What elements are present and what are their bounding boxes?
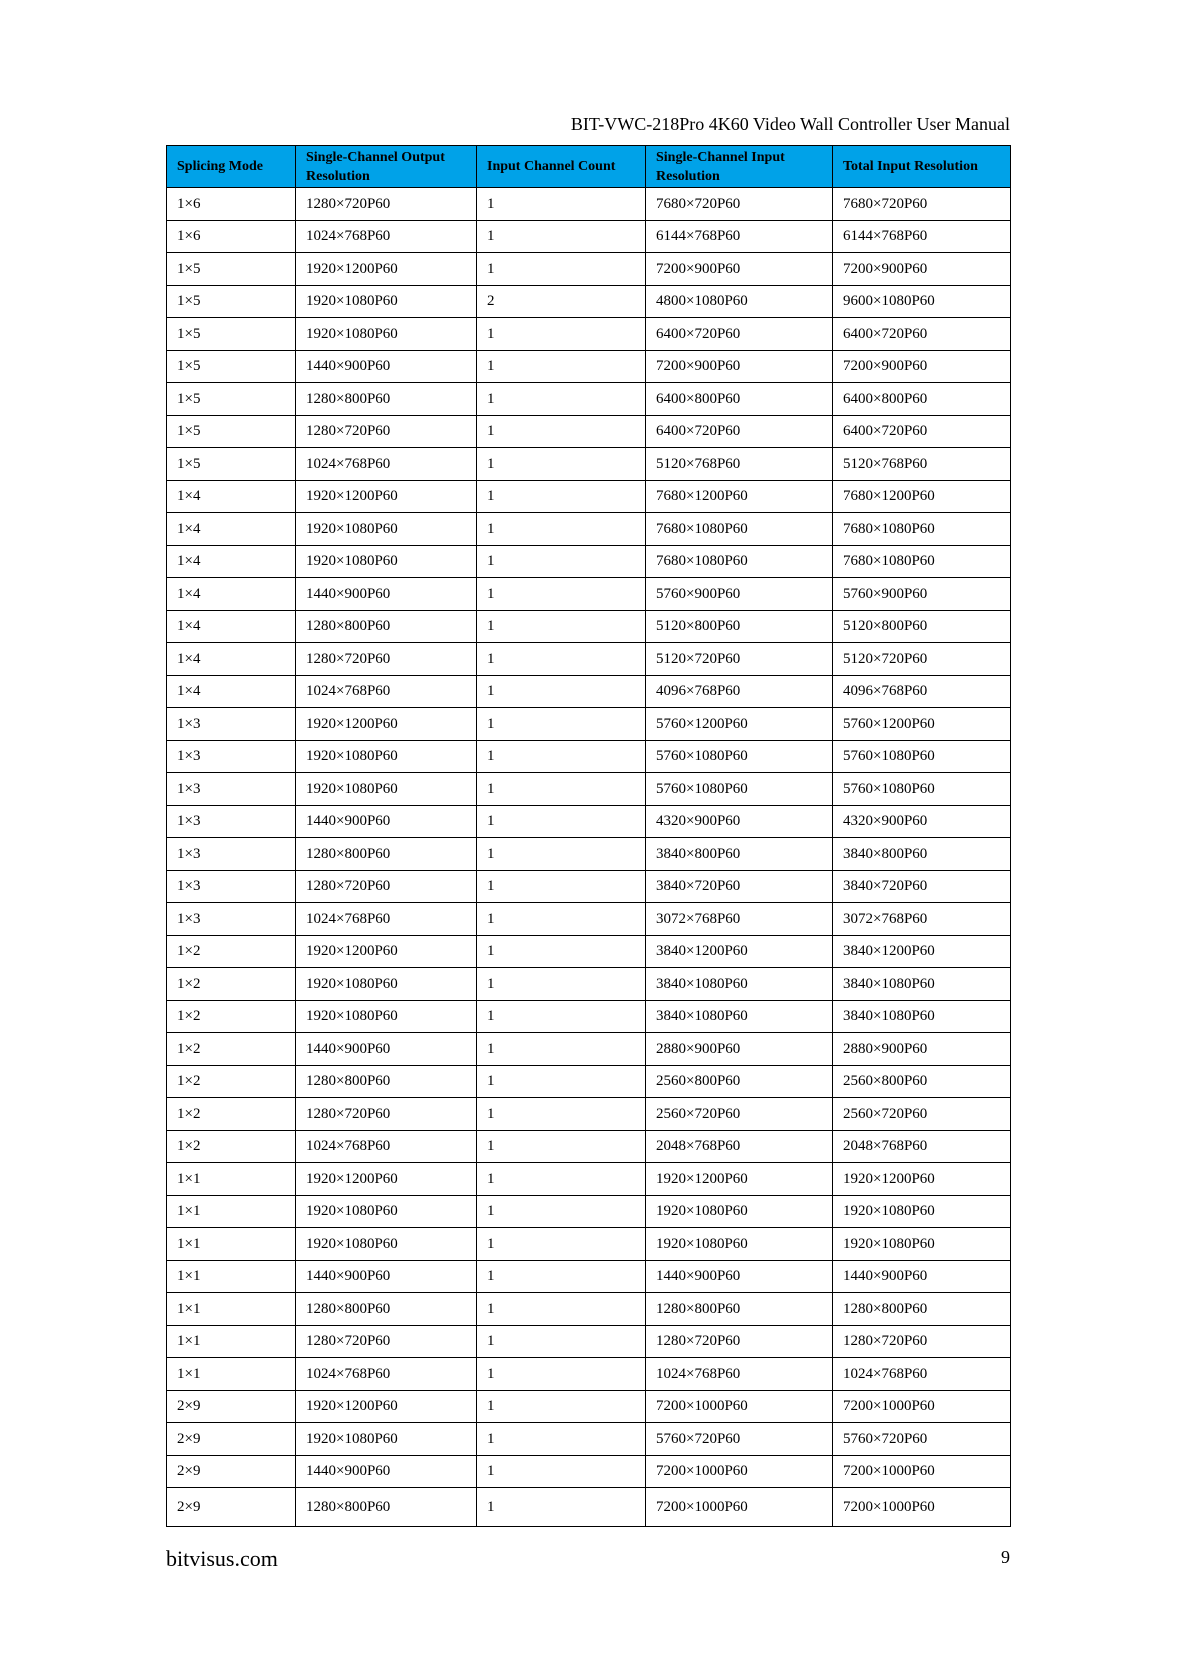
- cell-total-input-resolution: 5120×800P60: [833, 610, 1011, 643]
- cell-splicing-mode: 1×3: [167, 870, 296, 903]
- cell-total-input-resolution: 6400×720P60: [833, 318, 1011, 351]
- cell-input-resolution: 2560×800P60: [646, 1065, 833, 1098]
- cell-output-resolution: 1920×1200P60: [296, 1163, 477, 1196]
- cell-splicing-mode: 1×1: [167, 1163, 296, 1196]
- cell-input-channel-count: 1: [477, 903, 646, 936]
- cell-input-channel-count: 1: [477, 1423, 646, 1456]
- cell-input-resolution: 6400×800P60: [646, 383, 833, 416]
- table-row: [167, 1488, 1011, 1527]
- cell-input-channel-count: 2: [477, 285, 646, 318]
- cell-splicing-mode: 1×6: [167, 220, 296, 253]
- cell-output-resolution: 1920×1080P60: [296, 740, 477, 773]
- cell-output-resolution: 1920×1080P60: [296, 513, 477, 546]
- cell-splicing-mode: 2×9: [167, 1423, 296, 1456]
- cell-splicing-mode: 1×5: [167, 318, 296, 351]
- table-row: [167, 1098, 1011, 1131]
- cell-input-resolution: 5120×720P60: [646, 643, 833, 676]
- table-row: [167, 480, 1011, 513]
- cell-input-resolution: 5760×900P60: [646, 578, 833, 611]
- cell-input-resolution: 6400×720P60: [646, 415, 833, 448]
- cell-input-channel-count: 1: [477, 1228, 646, 1261]
- cell-input-channel-count: 1: [477, 1033, 646, 1066]
- cell-input-resolution: 3072×768P60: [646, 903, 833, 936]
- table-row: [167, 285, 1011, 318]
- splicing-mode-table: [166, 145, 1011, 1527]
- cell-output-resolution: 1280×800P60: [296, 838, 477, 871]
- table-row: [167, 188, 1011, 221]
- table-row: [167, 578, 1011, 611]
- cell-output-resolution: 1920×1080P60: [296, 1423, 477, 1456]
- cell-splicing-mode: 1×1: [167, 1195, 296, 1228]
- cell-total-input-resolution: 2560×720P60: [833, 1098, 1011, 1131]
- cell-output-resolution: 1440×900P60: [296, 1033, 477, 1066]
- cell-input-channel-count: 1: [477, 253, 646, 286]
- cell-input-channel-count: 1: [477, 350, 646, 383]
- cell-output-resolution: 1280×720P60: [296, 870, 477, 903]
- cell-total-input-resolution: 2560×800P60: [833, 1065, 1011, 1098]
- column-header-single-channel-input-resolution: Single-Channel Input Resolution: [646, 146, 833, 188]
- cell-input-channel-count: 1: [477, 708, 646, 741]
- table-row: [167, 773, 1011, 806]
- table-row: [167, 253, 1011, 286]
- cell-input-channel-count: 1: [477, 220, 646, 253]
- cell-splicing-mode: 1×5: [167, 285, 296, 318]
- cell-output-resolution: 1920×1080P60: [296, 1195, 477, 1228]
- cell-input-channel-count: 1: [477, 318, 646, 351]
- cell-input-channel-count: 1: [477, 773, 646, 806]
- cell-total-input-resolution: 2048×768P60: [833, 1130, 1011, 1163]
- cell-splicing-mode: 1×1: [167, 1228, 296, 1261]
- cell-splicing-mode: 1×3: [167, 838, 296, 871]
- cell-input-channel-count: 1: [477, 415, 646, 448]
- cell-input-channel-count: 1: [477, 643, 646, 676]
- cell-total-input-resolution: 7680×720P60: [833, 188, 1011, 221]
- cell-input-resolution: 4320×900P60: [646, 805, 833, 838]
- cell-splicing-mode: 1×5: [167, 253, 296, 286]
- cell-input-channel-count: 1: [477, 838, 646, 871]
- table-row: [167, 643, 1011, 676]
- cell-input-resolution: 1280×720P60: [646, 1325, 833, 1358]
- table-row: [167, 415, 1011, 448]
- cell-input-resolution: 3840×1080P60: [646, 968, 833, 1001]
- table-body: [167, 188, 1011, 1527]
- table-row: [167, 220, 1011, 253]
- cell-input-resolution: 1440×900P60: [646, 1260, 833, 1293]
- cell-splicing-mode: 1×4: [167, 545, 296, 578]
- cell-total-input-resolution: 3840×800P60: [833, 838, 1011, 871]
- cell-input-channel-count: 1: [477, 1195, 646, 1228]
- cell-output-resolution: 1280×800P60: [296, 1065, 477, 1098]
- cell-splicing-mode: 1×3: [167, 740, 296, 773]
- cell-input-channel-count: 1: [477, 1260, 646, 1293]
- cell-output-resolution: 1024×768P60: [296, 448, 477, 481]
- cell-output-resolution: 1440×900P60: [296, 1455, 477, 1488]
- table-row: [167, 1163, 1011, 1196]
- cell-total-input-resolution: 7680×1080P60: [833, 545, 1011, 578]
- table-row: [167, 903, 1011, 936]
- cell-input-channel-count: 1: [477, 1325, 646, 1358]
- cell-total-input-resolution: 5760×720P60: [833, 1423, 1011, 1456]
- column-header-input-channel-count: Input Channel Count: [477, 146, 646, 188]
- cell-splicing-mode: 1×2: [167, 1130, 296, 1163]
- cell-output-resolution: 1920×1200P60: [296, 1390, 477, 1423]
- cell-input-resolution: 7200×1000P60: [646, 1455, 833, 1488]
- cell-total-input-resolution: 3840×1080P60: [833, 968, 1011, 1001]
- cell-input-resolution: 5120×800P60: [646, 610, 833, 643]
- cell-input-channel-count: 1: [477, 1163, 646, 1196]
- cell-output-resolution: 1920×1200P60: [296, 708, 477, 741]
- cell-input-resolution: 7200×1000P60: [646, 1488, 833, 1527]
- table-row: [167, 1390, 1011, 1423]
- table-row: [167, 838, 1011, 871]
- cell-splicing-mode: 1×6: [167, 188, 296, 221]
- cell-total-input-resolution: 1920×1080P60: [833, 1228, 1011, 1261]
- cell-total-input-resolution: 5760×900P60: [833, 578, 1011, 611]
- table-row: [167, 1260, 1011, 1293]
- cell-splicing-mode: 1×4: [167, 675, 296, 708]
- cell-input-channel-count: 1: [477, 1390, 646, 1423]
- table-header-row: [167, 146, 1011, 188]
- cell-input-channel-count: 1: [477, 383, 646, 416]
- cell-input-resolution: 5760×720P60: [646, 1423, 833, 1456]
- cell-splicing-mode: 1×4: [167, 643, 296, 676]
- table-row: [167, 708, 1011, 741]
- cell-input-resolution: 3840×1080P60: [646, 1000, 833, 1033]
- cell-output-resolution: 1280×720P60: [296, 415, 477, 448]
- table-row: [167, 1455, 1011, 1488]
- cell-input-resolution: 5760×1200P60: [646, 708, 833, 741]
- cell-input-resolution: 4800×1080P60: [646, 285, 833, 318]
- cell-total-input-resolution: 7200×1000P60: [833, 1488, 1011, 1527]
- cell-input-resolution: 1920×1080P60: [646, 1228, 833, 1261]
- cell-input-resolution: 3840×720P60: [646, 870, 833, 903]
- cell-total-input-resolution: 9600×1080P60: [833, 285, 1011, 318]
- table-row: [167, 1033, 1011, 1066]
- cell-splicing-mode: 1×4: [167, 480, 296, 513]
- cell-total-input-resolution: 6400×720P60: [833, 415, 1011, 448]
- cell-input-channel-count: 1: [477, 1000, 646, 1033]
- cell-input-resolution: 7680×1080P60: [646, 545, 833, 578]
- cell-total-input-resolution: 7200×1000P60: [833, 1390, 1011, 1423]
- cell-input-resolution: 2048×768P60: [646, 1130, 833, 1163]
- cell-total-input-resolution: 6144×768P60: [833, 220, 1011, 253]
- cell-total-input-resolution: 7680×1080P60: [833, 513, 1011, 546]
- cell-total-input-resolution: 1920×1080P60: [833, 1195, 1011, 1228]
- cell-input-channel-count: 1: [477, 1488, 646, 1527]
- table-row: [167, 740, 1011, 773]
- cell-input-resolution: 7680×1080P60: [646, 513, 833, 546]
- table-row: [167, 1065, 1011, 1098]
- cell-input-channel-count: 1: [477, 188, 646, 221]
- cell-input-resolution: 7680×720P60: [646, 188, 833, 221]
- cell-total-input-resolution: 7680×1200P60: [833, 480, 1011, 513]
- cell-total-input-resolution: 7200×1000P60: [833, 1455, 1011, 1488]
- table-row: [167, 513, 1011, 546]
- cell-total-input-resolution: 7200×900P60: [833, 350, 1011, 383]
- cell-output-resolution: 1440×900P60: [296, 1260, 477, 1293]
- cell-output-resolution: 1280×720P60: [296, 1098, 477, 1131]
- cell-splicing-mode: 1×3: [167, 773, 296, 806]
- cell-total-input-resolution: 4320×900P60: [833, 805, 1011, 838]
- table-row: [167, 318, 1011, 351]
- table-row: [167, 805, 1011, 838]
- cell-splicing-mode: 2×9: [167, 1488, 296, 1527]
- table-row: [167, 545, 1011, 578]
- table-row: [167, 1228, 1011, 1261]
- cell-total-input-resolution: 3072×768P60: [833, 903, 1011, 936]
- cell-splicing-mode: 1×5: [167, 448, 296, 481]
- cell-input-channel-count: 1: [477, 740, 646, 773]
- cell-total-input-resolution: 5760×1080P60: [833, 740, 1011, 773]
- cell-splicing-mode: 1×2: [167, 1000, 296, 1033]
- table-row: [167, 1325, 1011, 1358]
- cell-splicing-mode: 1×4: [167, 578, 296, 611]
- cell-total-input-resolution: 1440×900P60: [833, 1260, 1011, 1293]
- cell-total-input-resolution: 3840×720P60: [833, 870, 1011, 903]
- cell-splicing-mode: 2×9: [167, 1390, 296, 1423]
- column-header-single-channel-output-resolution: Single-Channel Output Resolution: [296, 146, 477, 188]
- table-row: [167, 1195, 1011, 1228]
- cell-output-resolution: 1920×1200P60: [296, 480, 477, 513]
- document-header-title: BIT-VWC-218Pro 4K60 Video Wall Controller User Manual: [570, 114, 1010, 134]
- cell-input-channel-count: 1: [477, 805, 646, 838]
- cell-input-channel-count: 1: [477, 578, 646, 611]
- cell-total-input-resolution: 5760×1080P60: [833, 773, 1011, 806]
- cell-total-input-resolution: 3840×1080P60: [833, 1000, 1011, 1033]
- cell-total-input-resolution: 4096×768P60: [833, 675, 1011, 708]
- cell-input-channel-count: 1: [477, 935, 646, 968]
- cell-splicing-mode: 1×2: [167, 968, 296, 1001]
- cell-input-resolution: 3840×800P60: [646, 838, 833, 871]
- cell-output-resolution: 1920×1200P60: [296, 253, 477, 286]
- cell-splicing-mode: 1×4: [167, 513, 296, 546]
- cell-input-resolution: 7200×900P60: [646, 253, 833, 286]
- cell-splicing-mode: 1×2: [167, 935, 296, 968]
- cell-output-resolution: 1280×720P60: [296, 188, 477, 221]
- cell-splicing-mode: 1×2: [167, 1065, 296, 1098]
- cell-output-resolution: 1920×1080P60: [296, 773, 477, 806]
- cell-input-resolution: 4096×768P60: [646, 675, 833, 708]
- cell-splicing-mode: 1×2: [167, 1098, 296, 1131]
- cell-input-resolution: 7200×1000P60: [646, 1390, 833, 1423]
- cell-input-resolution: 7680×1200P60: [646, 480, 833, 513]
- cell-input-resolution: 1024×768P60: [646, 1358, 833, 1391]
- footer-website: bitvisus.com: [166, 1546, 278, 1571]
- cell-output-resolution: 1920×1080P60: [296, 318, 477, 351]
- cell-output-resolution: 1280×720P60: [296, 643, 477, 676]
- cell-output-resolution: 1280×800P60: [296, 383, 477, 416]
- cell-input-channel-count: 1: [477, 1293, 646, 1326]
- cell-splicing-mode: 1×3: [167, 903, 296, 936]
- cell-total-input-resolution: 5120×720P60: [833, 643, 1011, 676]
- cell-input-resolution: 6400×720P60: [646, 318, 833, 351]
- table-row: [167, 1423, 1011, 1456]
- cell-input-resolution: 2560×720P60: [646, 1098, 833, 1131]
- cell-output-resolution: 1024×768P60: [296, 903, 477, 936]
- cell-output-resolution: 1280×800P60: [296, 1488, 477, 1527]
- cell-input-channel-count: 1: [477, 513, 646, 546]
- cell-splicing-mode: 1×1: [167, 1260, 296, 1293]
- cell-input-channel-count: 1: [477, 1065, 646, 1098]
- cell-input-resolution: 7200×900P60: [646, 350, 833, 383]
- cell-output-resolution: 1920×1080P60: [296, 545, 477, 578]
- table-row: [167, 383, 1011, 416]
- cell-output-resolution: 1920×1200P60: [296, 935, 477, 968]
- table-row: [167, 1130, 1011, 1163]
- cell-total-input-resolution: 1280×720P60: [833, 1325, 1011, 1358]
- cell-input-resolution: 3840×1200P60: [646, 935, 833, 968]
- cell-input-channel-count: 1: [477, 1130, 646, 1163]
- table-row: [167, 448, 1011, 481]
- cell-total-input-resolution: 2880×900P60: [833, 1033, 1011, 1066]
- cell-input-channel-count: 1: [477, 448, 646, 481]
- cell-output-resolution: 1280×720P60: [296, 1325, 477, 1358]
- table-row: [167, 1293, 1011, 1326]
- cell-total-input-resolution: 1280×800P60: [833, 1293, 1011, 1326]
- column-header-total-input-resolution: Total Input Resolution: [833, 146, 1011, 188]
- column-header-splicing-mode: Splicing Mode: [167, 146, 296, 188]
- cell-input-channel-count: 1: [477, 870, 646, 903]
- page-number: 9: [1001, 1547, 1010, 1567]
- cell-output-resolution: 1024×768P60: [296, 1358, 477, 1391]
- cell-input-channel-count: 1: [477, 968, 646, 1001]
- cell-output-resolution: 1024×768P60: [296, 220, 477, 253]
- cell-input-resolution: 2880×900P60: [646, 1033, 833, 1066]
- cell-splicing-mode: 1×5: [167, 350, 296, 383]
- cell-input-channel-count: 1: [477, 1098, 646, 1131]
- cell-input-resolution: 6144×768P60: [646, 220, 833, 253]
- cell-input-channel-count: 1: [477, 1358, 646, 1391]
- cell-total-input-resolution: 5120×768P60: [833, 448, 1011, 481]
- cell-input-resolution: 1280×800P60: [646, 1293, 833, 1326]
- cell-output-resolution: 1920×1080P60: [296, 1000, 477, 1033]
- table-row: [167, 1000, 1011, 1033]
- cell-splicing-mode: 1×3: [167, 708, 296, 741]
- cell-output-resolution: 1280×800P60: [296, 610, 477, 643]
- cell-output-resolution: 1280×800P60: [296, 1293, 477, 1326]
- cell-input-resolution: 5760×1080P60: [646, 773, 833, 806]
- table-row: [167, 870, 1011, 903]
- table-row: [167, 675, 1011, 708]
- table-row: [167, 968, 1011, 1001]
- cell-input-resolution: 5760×1080P60: [646, 740, 833, 773]
- cell-splicing-mode: 1×1: [167, 1293, 296, 1326]
- cell-splicing-mode: 1×5: [167, 415, 296, 448]
- cell-input-channel-count: 1: [477, 545, 646, 578]
- cell-input-resolution: 5120×768P60: [646, 448, 833, 481]
- cell-output-resolution: 1024×768P60: [296, 675, 477, 708]
- cell-splicing-mode: 1×2: [167, 1033, 296, 1066]
- cell-output-resolution: 1440×900P60: [296, 805, 477, 838]
- table-row: [167, 350, 1011, 383]
- table-row: [167, 935, 1011, 968]
- cell-input-channel-count: 1: [477, 610, 646, 643]
- cell-input-resolution: 1920×1080P60: [646, 1195, 833, 1228]
- cell-output-resolution: 1920×1080P60: [296, 285, 477, 318]
- cell-output-resolution: 1440×900P60: [296, 578, 477, 611]
- cell-total-input-resolution: 6400×800P60: [833, 383, 1011, 416]
- cell-total-input-resolution: 1024×768P60: [833, 1358, 1011, 1391]
- cell-splicing-mode: 1×3: [167, 805, 296, 838]
- cell-total-input-resolution: 3840×1200P60: [833, 935, 1011, 968]
- table-row: [167, 610, 1011, 643]
- cell-splicing-mode: 1×4: [167, 610, 296, 643]
- cell-output-resolution: 1440×900P60: [296, 350, 477, 383]
- cell-splicing-mode: 1×1: [167, 1325, 296, 1358]
- cell-output-resolution: 1024×768P60: [296, 1130, 477, 1163]
- cell-total-input-resolution: 5760×1200P60: [833, 708, 1011, 741]
- cell-output-resolution: 1920×1080P60: [296, 968, 477, 1001]
- cell-splicing-mode: 1×5: [167, 383, 296, 416]
- cell-output-resolution: 1920×1080P60: [296, 1228, 477, 1261]
- cell-total-input-resolution: 1920×1200P60: [833, 1163, 1011, 1196]
- table-row: [167, 1358, 1011, 1391]
- cell-splicing-mode: 1×1: [167, 1358, 296, 1391]
- cell-input-resolution: 1920×1200P60: [646, 1163, 833, 1196]
- cell-total-input-resolution: 7200×900P60: [833, 253, 1011, 286]
- cell-input-channel-count: 1: [477, 1455, 646, 1488]
- cell-splicing-mode: 2×9: [167, 1455, 296, 1488]
- cell-input-channel-count: 1: [477, 675, 646, 708]
- cell-input-channel-count: 1: [477, 480, 646, 513]
